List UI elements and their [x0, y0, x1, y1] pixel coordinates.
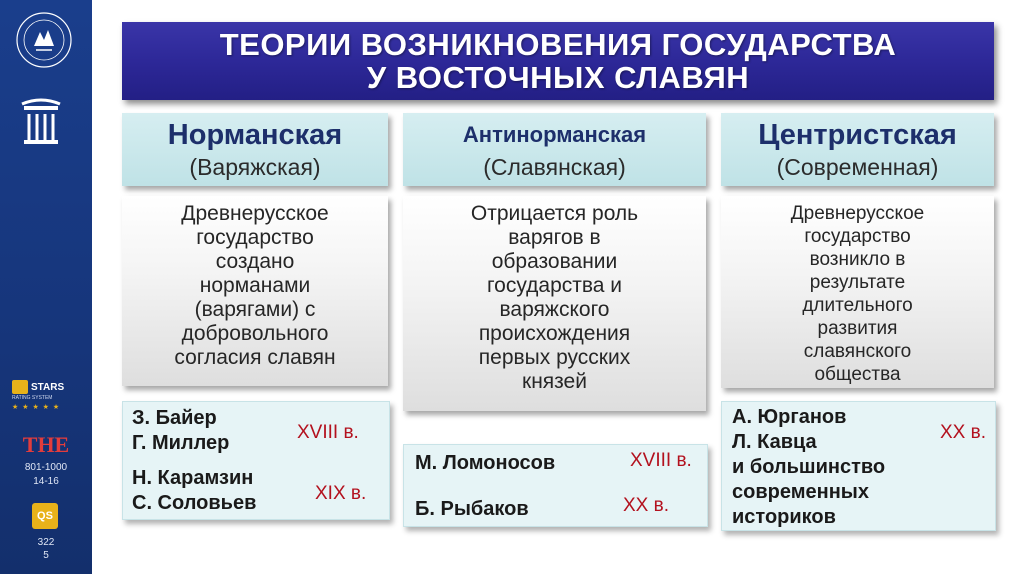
stars-label: STARS	[31, 381, 65, 393]
qs-badge: QS	[32, 503, 58, 529]
theory-header-norman	[122, 113, 388, 186]
description-text: Отрицается роль варягов в образовании государства и варяжского происхождения первых русских князей	[470, 202, 639, 393]
theory-description-antinorman	[403, 196, 706, 411]
theory-alt-name: (Варяжская)	[189, 153, 321, 180]
author-century: XVIII в.	[630, 450, 692, 471]
author-century: XX в.	[940, 422, 986, 443]
theory-header-antinorman	[403, 113, 706, 186]
description-text: Древнерусское государство создано норманами (варягами) с добровольного согласия славян	[174, 202, 336, 369]
the-rank-2: 14-16	[33, 476, 59, 487]
author-names: М. Ломоносов	[415, 452, 556, 474]
author-names: А. Юрганов Л. Кавца и большинство современных историков	[732, 406, 886, 528]
description-text: Древнерусское государство возникло в результате длительного развития славянского общества	[790, 203, 925, 385]
author-century: XVIII в.	[297, 422, 359, 443]
theory-name: Норманская	[167, 118, 343, 151]
authors-box-norman	[122, 401, 390, 520]
author-century: XIX в.	[315, 483, 367, 504]
theory-alt-name: (Славянская)	[483, 153, 626, 180]
theory-header-centrist	[721, 113, 994, 186]
qs-rank: 322	[37, 537, 55, 548]
pillar-logo-icon	[20, 96, 62, 146]
theory-name: Антинорманская	[462, 121, 647, 147]
slide-title	[122, 22, 994, 100]
theory-description-norman	[122, 196, 388, 386]
stars-rating: ★ ★ ★ ★ ★	[12, 404, 61, 411]
theory-description-centrist	[721, 196, 994, 388]
author-names: З. Байер Г. Миллер	[132, 407, 230, 454]
title-line-2: У ВОСТОЧНЫХ СЛАВЯН	[366, 60, 750, 95]
authors-box-antinorman	[403, 444, 708, 527]
title-line-1: ТЕОРИИ ВОЗНИКНОВЕНИЯ ГОСУДАРСТВА	[219, 27, 897, 62]
author-names: Б. Рыбаков	[415, 498, 529, 520]
theory-alt-name: (Современная)	[776, 153, 939, 180]
author-names: Н. Карамзин С. Соловьев	[132, 467, 257, 514]
theory-name: Центристская	[758, 118, 957, 151]
qs-logo-icon	[12, 380, 28, 394]
the-rank: 801-1000	[24, 462, 68, 473]
university-crest-icon	[14, 10, 74, 70]
qs-rank-2: 5	[43, 550, 49, 561]
author-century: XX в.	[623, 495, 669, 516]
authors-box-centrist	[721, 401, 996, 531]
sidebar	[0, 0, 92, 574]
stars-sub: RATING SYSTEM	[12, 395, 53, 401]
the-logo-text: THE	[22, 432, 70, 457]
the-logo-icon	[22, 430, 70, 458]
qs-stars-badge	[12, 380, 76, 411]
